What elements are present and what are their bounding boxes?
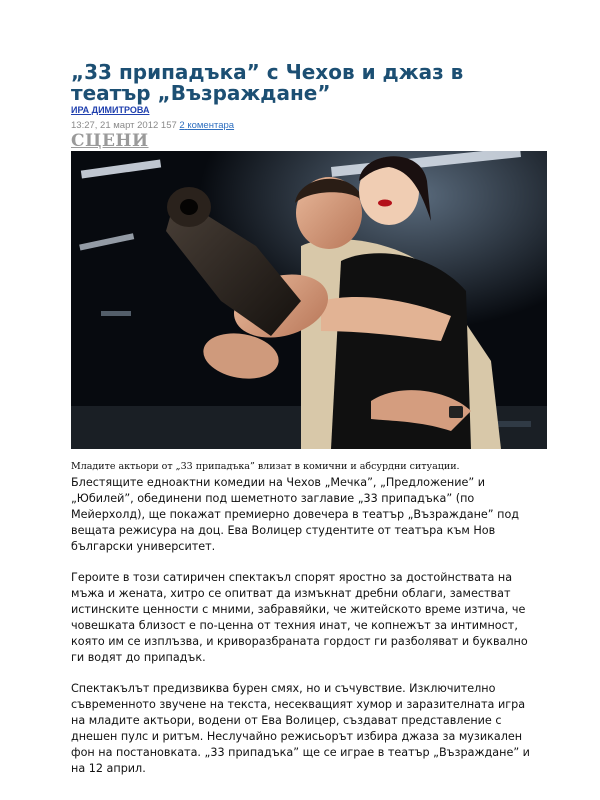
- article-photo: [71, 151, 547, 449]
- view-count: 157: [160, 120, 177, 131]
- comments-label: коментара: [187, 120, 235, 131]
- body-paragraph: Блестящите едноактни комедии на Чехов „Мечка”, „Предложение” и „Юбилей”, обединени под шеметното заглавие „33 припадъка” (по Мейерхолд), ще покажат премиерно довечера в театър „Възраждане” под вещата режисура на доц. Ева Волицер студентите от театъра към Нов български университет.: [71, 476, 520, 553]
- article-headline: „33 припадъка” с Чехов и джаз в театър „Възраждане”: [71, 60, 464, 105]
- photo-caption: Младите актьори от „33 припадъка” влизат в комични и абсурдни ситуации.: [71, 461, 460, 472]
- article: [71, 62, 531, 777]
- author-link[interactable]: ИРА ДИМИТРОВА: [71, 105, 150, 115]
- publish-time: 13:27, 21 март 2012: [71, 120, 159, 131]
- comments-link[interactable]: [179, 120, 234, 131]
- comments-count: 2: [179, 120, 185, 131]
- body-paragraph: Героите в този сатиричен спектакъл спорят яростно за достойнствата на мъжа и жената, хитро се опитват да измъкнат дребни облаги, заместват истинските ценности с мними, забравяйки, че житейското време изтича, че човешката близост е по-ценна от техния инат, че копнежът за интимност, която им се изплъзва, и криворазбраната гордост ги разболяват и буквално ги водят до припадък.: [71, 571, 528, 664]
- body-paragraph: Спектакълът предизвиква бурен смях, но и съчувствие. Изключително съвременното звучене на текста, несекващият хумор и заразителната игра на младите актьори, водени от Ева Волицер, създават представление с днешен пулс и ритъм. Неслучайно режисьорът избира джаза за музикален фон на постановката. „33 припадъка” ще се играе в театър „Възраждане” и на 12 април.: [71, 682, 530, 775]
- section-link[interactable]: СЦЕНИ: [71, 131, 149, 151]
